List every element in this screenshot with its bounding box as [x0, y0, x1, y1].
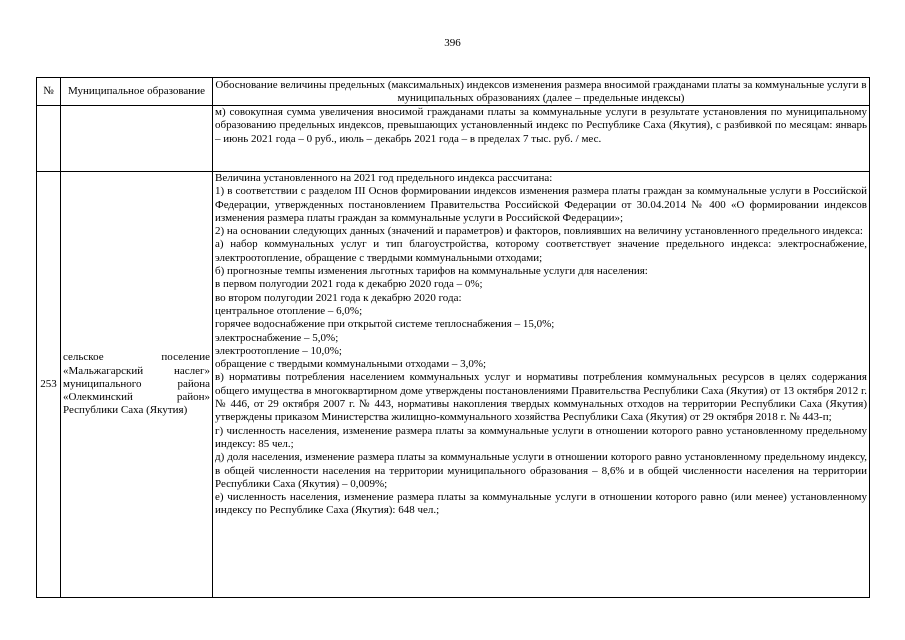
basis-paragraph: в первом полугодии 2021 года к декабрю 2020 года – 0%;	[215, 278, 483, 291]
basis-paragraph: а) набор коммунальных услуг и тип благоустройства, которому соответствует значение предельного индекса: электроснабжение, электроотопление, обращение с твердыми коммунальными отходами;	[215, 238, 867, 264]
basis-paragraph: электроснабжение – 5,0%;	[215, 331, 339, 344]
table-header-row	[37, 78, 870, 106]
table-row	[37, 172, 870, 598]
basis-paragraph: горячее водоснабжение при открытой системе теплоснабжения – 15,0%;	[215, 318, 555, 331]
municipality-line: «Олекминский район»	[63, 391, 210, 404]
header-municipality: Муниципальное образование	[61, 78, 213, 106]
row-number: 253	[37, 172, 61, 598]
index-justification-table	[36, 77, 870, 598]
basis-cell	[213, 172, 870, 598]
basis-paragraph: д) доля населения, изменение размера платы за коммунальные услуги в отношении которого равно установленному предельному индексу, в общей численности населения на территории муниципального образования – 8,6% и в общей численности населения на территории Республики Саха (Якутия) – 0,009%;	[215, 451, 867, 490]
municipality-line: муниципального района	[63, 377, 210, 390]
basis-paragraph: в) нормативы потребления населением коммунальных услуг и нормативы потребления коммунальных ресурсов в целях содержания общего имущества в многоквартирном доме утверждены постановлениями Правительства Республики Саха (Якутия) от 13 октября 2012 г. № 446, от 29 октября 2007 г. № 443, нормативы накопления твердых коммунальных отходов на территории Республики Саха (Якутия) утверждены приказом Министерства жилищно-коммунального хозяйства Республики Саха (Якутия) от 29 октября 2018 г. № 443-п;	[215, 371, 867, 424]
municipality-line: Республики Саха (Якутия)	[63, 404, 188, 417]
basis-paragraph: обращение с твердыми коммунальными отходами – 3,0%;	[215, 358, 487, 371]
basis-paragraph: 2) на основании следующих данных (значений и параметров) и факторов, повлиявших на величину установленного предельного индекса:	[215, 225, 863, 238]
basis-paragraph: во втором полугодии 2021 года к декабрю 2020 года:	[215, 291, 462, 304]
basis-paragraph: б) прогнозные темпы изменения льготных тарифов на коммунальные услуги для населения:	[215, 265, 648, 278]
cell-municipality-empty	[61, 106, 213, 172]
cell-basis-continued	[213, 106, 870, 172]
municipality-line: «Мальжагарский наслег»	[63, 364, 210, 377]
continued-paragraph: м) совокупная сумма увеличения вносимой гражданами платы за коммунальные услуги в результате установления по муниципальному образованию предельных индексов, превышающих установленный индекс по Республике Саха (Якутия), с разбивкой по месяцам: январь – июнь 2021 года – 0 руб., июль – декабрь 2021 года – в пределах 7 тыс. руб. / мес.	[215, 106, 867, 145]
basis-paragraph: 1) в соответствии с разделом III Основ формировании индексов изменения размера платы граждан за коммунальные услуги в Российской Федерации, утвержденных постановлением Правительства Российской Федерации от 30.04.2014 № 400 «О формировании индексов изменения размера платы граждан за коммунальные услуги в Российской Федерации»;	[215, 185, 867, 224]
basis-paragraph: Величина установленного на 2021 год предельного индекса рассчитана:	[215, 172, 553, 184]
basis-paragraph: электроотопление – 10,0%;	[215, 344, 342, 357]
page-number: 396	[444, 37, 461, 49]
table-row-continued	[37, 106, 870, 172]
municipality-cell	[61, 172, 213, 598]
municipality-line: сельское поселение	[63, 351, 210, 364]
basis-paragraph: центральное отопление – 6,0%;	[215, 304, 363, 317]
basis-paragraph: е) численность населения, изменение размера платы за коммунальные услуги в отношении которого равно (или менее) установленному индексу по Республике Саха (Якутия): 648 чел.;	[215, 491, 867, 517]
basis-paragraph: г) численность населения, изменение размера платы за коммунальные услуги в отношении которого равно установленному предельному индексу: 85 чел.;	[215, 424, 867, 450]
cell-number-empty	[37, 106, 61, 172]
header-number: №	[37, 78, 61, 106]
header-basis: Обоснование величины предельных (максимальных) индексов изменения размера вносимой гражданами платы за коммунальные услуги в муниципальных образованиях (далее – предельные индексы)	[213, 78, 870, 106]
